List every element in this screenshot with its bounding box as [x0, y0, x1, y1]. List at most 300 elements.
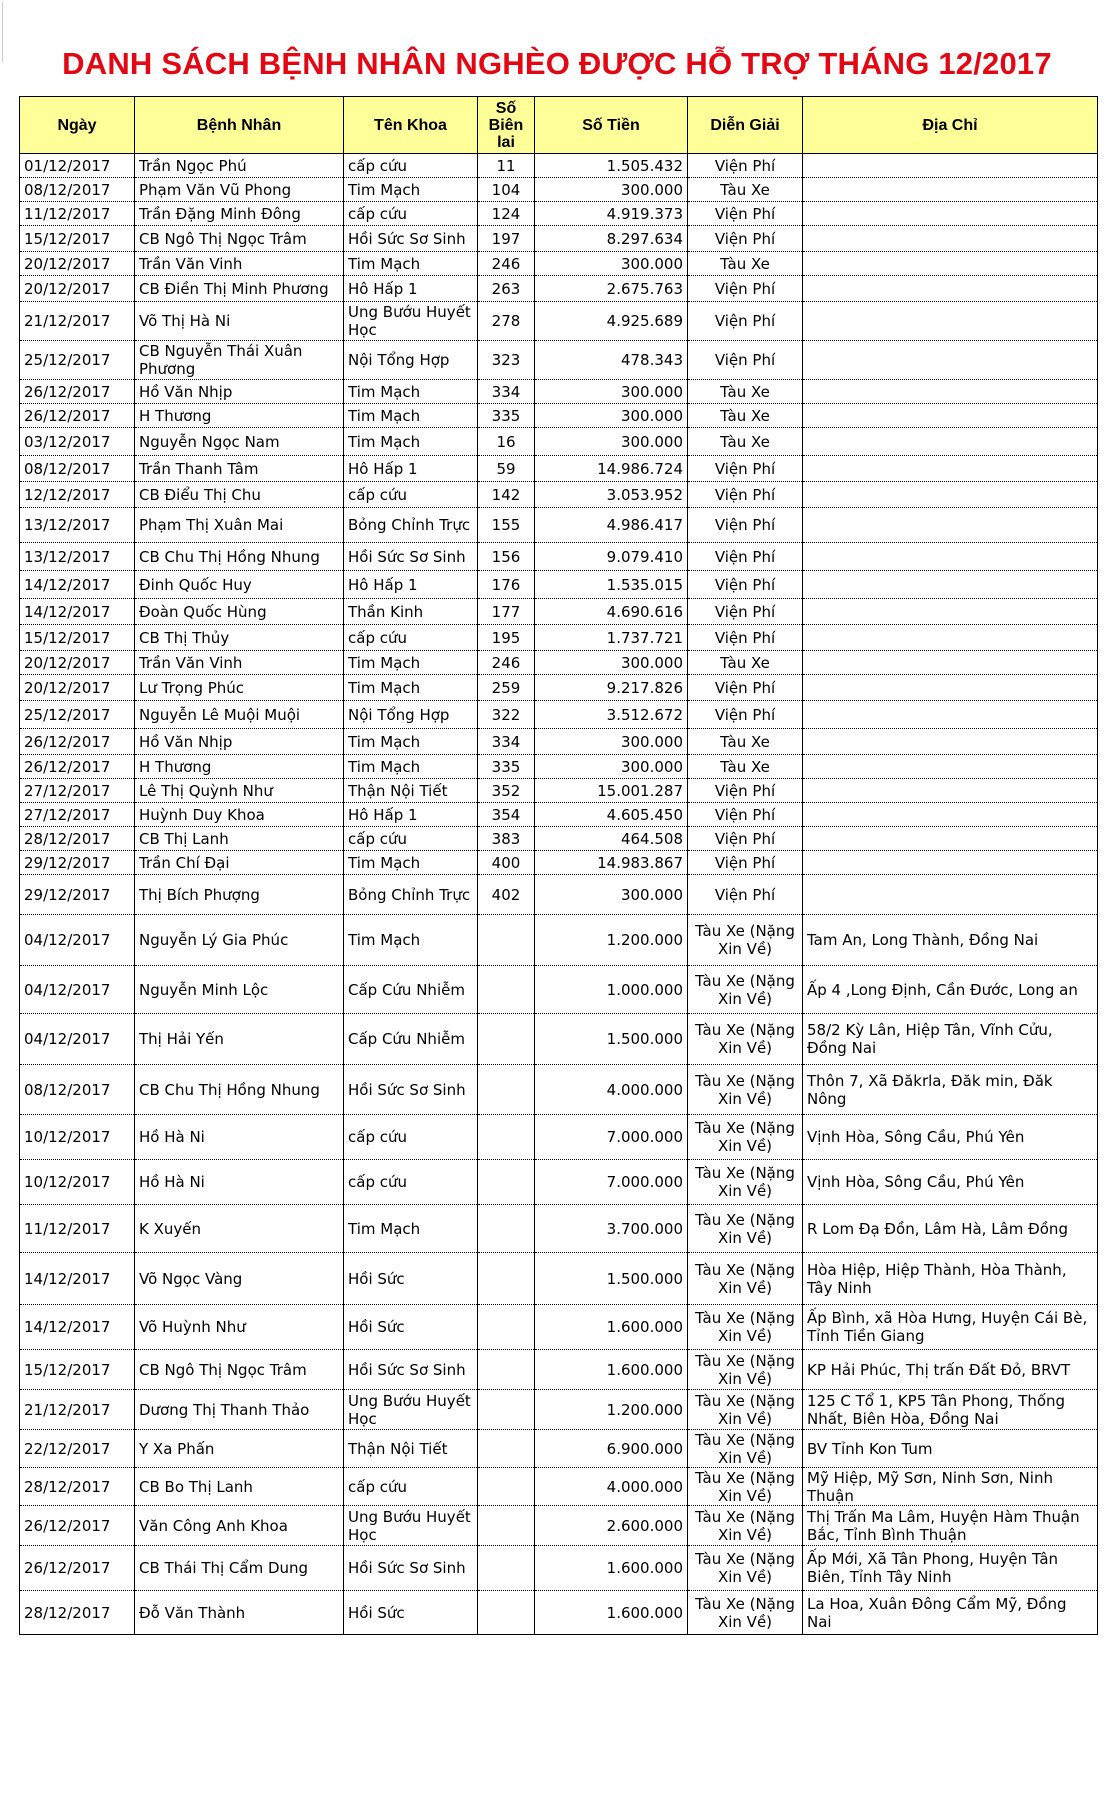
- cell-note: Viện Phí: [688, 827, 803, 851]
- cell-receipt: [478, 1065, 535, 1115]
- cell-patient: Hồ Hà Ni: [135, 1160, 344, 1205]
- cell-date: 28/12/2017: [20, 1468, 135, 1506]
- cell-patient: CB Chu Thị Hồng Nhung: [135, 543, 344, 571]
- cell-note: Tàu Xe: [688, 178, 803, 202]
- cell-patient: Hồ Văn Nhịp: [135, 729, 344, 755]
- cell-note: Tàu Xe: [688, 380, 803, 404]
- cell-patient: Lê Thị Quỳnh Như: [135, 779, 344, 803]
- cell-department: Ung Bướu Huyết Học: [344, 1390, 478, 1430]
- cell-department: Tim Mạch: [344, 729, 478, 755]
- cell-patient: Đinh Quốc Huy: [135, 571, 344, 599]
- cell-receipt: 334: [478, 729, 535, 755]
- cell-department: Hồi Sức: [344, 1253, 478, 1305]
- cell-amount: 300.000: [535, 252, 688, 276]
- header-note: Diễn Giải: [688, 97, 803, 154]
- cell-address: [803, 482, 1098, 508]
- cell-date: 14/12/2017: [20, 1305, 135, 1350]
- cell-note: Viện Phí: [688, 779, 803, 803]
- cell-receipt: [478, 966, 535, 1014]
- cell-patient: Trần Đặng Minh Đông: [135, 202, 344, 226]
- cell-patient: CB Ngô Thị Ngọc Trâm: [135, 226, 344, 252]
- table-row: [20, 915, 1098, 966]
- table-row: [20, 1506, 1098, 1546]
- cell-date: 01/12/2017: [20, 154, 135, 178]
- cell-patient: Đỗ Văn Thành: [135, 1591, 344, 1635]
- cell-receipt: [478, 1506, 535, 1546]
- cell-address: [803, 729, 1098, 755]
- table-row: [20, 1350, 1098, 1390]
- cell-amount: 1.500.000: [535, 1253, 688, 1305]
- cell-address: Thị Trấn Ma Lâm, Huyện Hàm Thuận Bắc, Tỉnh Bình Thuận: [803, 1506, 1098, 1546]
- cell-note: Viện Phí: [688, 571, 803, 599]
- cell-department: Hô Hấp 1: [344, 276, 478, 302]
- cell-address: La Hoa, Xuân Đông Cẩm Mỹ, Đồng Nai: [803, 1591, 1098, 1635]
- cell-patient: Trần Chí Đại: [135, 851, 344, 875]
- table-row: [20, 625, 1098, 651]
- cell-department: cấp cứu: [344, 154, 478, 178]
- cell-amount: 3.512.672: [535, 701, 688, 729]
- cell-receipt: 402: [478, 875, 535, 915]
- cell-amount: 2.600.000: [535, 1506, 688, 1546]
- cell-note: Viện Phí: [688, 543, 803, 571]
- cell-amount: 300.000: [535, 404, 688, 428]
- cell-department: Tim Mạch: [344, 651, 478, 675]
- cell-date: 20/12/2017: [20, 276, 135, 302]
- cell-receipt: 334: [478, 380, 535, 404]
- cell-receipt: [478, 1430, 535, 1468]
- cell-amount: 478.343: [535, 341, 688, 380]
- cell-receipt: [478, 1546, 535, 1591]
- cell-patient: Phạm Thị Xuân Mai: [135, 508, 344, 543]
- table-row: [20, 1115, 1098, 1160]
- cell-address: [803, 404, 1098, 428]
- cell-note: Viện Phí: [688, 675, 803, 701]
- cell-receipt: [478, 1390, 535, 1430]
- cell-department: Tim Mạch: [344, 915, 478, 966]
- cell-address: [803, 202, 1098, 226]
- cell-department: Cấp Cứu Nhiễm: [344, 966, 478, 1014]
- table-row: [20, 178, 1098, 202]
- table-row: [20, 252, 1098, 276]
- cell-note: Tàu Xe: [688, 404, 803, 428]
- cell-date: 11/12/2017: [20, 202, 135, 226]
- cell-address: [803, 827, 1098, 851]
- cell-amount: 300.000: [535, 380, 688, 404]
- cell-patient: CB Chu Thị Hồng Nhung: [135, 1065, 344, 1115]
- cell-receipt: 59: [478, 456, 535, 482]
- cell-address: Ấp Bình, xã Hòa Hưng, Huyện Cái Bè, Tỉnh Tiền Giang: [803, 1305, 1098, 1350]
- table-row: [20, 755, 1098, 779]
- cell-address: [803, 755, 1098, 779]
- table-row: [20, 1468, 1098, 1506]
- table-row: [20, 456, 1098, 482]
- cell-date: 20/12/2017: [20, 252, 135, 276]
- cell-receipt: [478, 1350, 535, 1390]
- table-row: [20, 202, 1098, 226]
- cell-address: BV Tỉnh Kon Tum: [803, 1430, 1098, 1468]
- cell-note: Viện Phí: [688, 154, 803, 178]
- cell-date: 03/12/2017: [20, 428, 135, 456]
- cell-amount: 300.000: [535, 729, 688, 755]
- cell-patient: H Thương: [135, 404, 344, 428]
- cell-amount: 7.000.000: [535, 1115, 688, 1160]
- cell-date: 25/12/2017: [20, 341, 135, 380]
- cell-address: KP Hải Phúc, Thị trấn Đất Đỏ, BRVT: [803, 1350, 1098, 1390]
- cell-note: Tàu Xe (Nặng Xin Về): [688, 1160, 803, 1205]
- cell-note: Viện Phí: [688, 276, 803, 302]
- cell-patient: Hồ Văn Nhịp: [135, 380, 344, 404]
- cell-amount: 1.737.721: [535, 625, 688, 651]
- cell-date: 04/12/2017: [20, 1014, 135, 1065]
- cell-date: 26/12/2017: [20, 380, 135, 404]
- cell-note: Tàu Xe: [688, 252, 803, 276]
- cell-date: 10/12/2017: [20, 1115, 135, 1160]
- cell-amount: 300.000: [535, 875, 688, 915]
- cell-receipt: 246: [478, 252, 535, 276]
- cell-address: [803, 341, 1098, 380]
- cell-note: Viện Phí: [688, 482, 803, 508]
- cell-address: [803, 154, 1098, 178]
- table-row: [20, 302, 1098, 341]
- cell-receipt: 335: [478, 404, 535, 428]
- cell-receipt: [478, 1253, 535, 1305]
- cell-amount: 464.508: [535, 827, 688, 851]
- page-title: DANH SÁCH BỆNH NHÂN NGHÈO ĐƯỢC HỖ TRỢ THÁNG 12/2017: [62, 46, 1052, 81]
- cell-amount: 14.986.724: [535, 456, 688, 482]
- cell-patient: Đoàn Quốc Hùng: [135, 599, 344, 625]
- cell-date: 20/12/2017: [20, 651, 135, 675]
- cell-patient: CB Điểu Thị Chu: [135, 482, 344, 508]
- cell-patient: CB Nguyễn Thái Xuân Phương: [135, 341, 344, 380]
- cell-note: Viện Phí: [688, 341, 803, 380]
- header-department: Tên Khoa: [344, 97, 478, 154]
- cell-date: 26/12/2017: [20, 729, 135, 755]
- patient-table: [19, 96, 1098, 1635]
- cell-address: [803, 543, 1098, 571]
- table-row: [20, 729, 1098, 755]
- cell-note: Viện Phí: [688, 599, 803, 625]
- cell-amount: 7.000.000: [535, 1160, 688, 1205]
- cell-address: 58/2 Kỳ Lân, Hiệp Tân, Vĩnh Cửu, Đồng Nai: [803, 1014, 1098, 1065]
- cell-department: cấp cứu: [344, 202, 478, 226]
- cell-department: Hồi Sức: [344, 1305, 478, 1350]
- cell-date: 27/12/2017: [20, 803, 135, 827]
- cell-note: Tàu Xe (Nặng Xin Về): [688, 1253, 803, 1305]
- table-row: [20, 341, 1098, 380]
- cell-address: [803, 875, 1098, 915]
- cell-patient: Trần Thanh Tâm: [135, 456, 344, 482]
- cell-department: Nội Tổng Hợp: [344, 341, 478, 380]
- cell-receipt: 352: [478, 779, 535, 803]
- cell-amount: 300.000: [535, 755, 688, 779]
- table-row: [20, 599, 1098, 625]
- cell-date: 08/12/2017: [20, 1065, 135, 1115]
- cell-amount: 4.690.616: [535, 599, 688, 625]
- cell-date: 13/12/2017: [20, 543, 135, 571]
- cell-address: [803, 508, 1098, 543]
- table-row: [20, 675, 1098, 701]
- table-row: [20, 276, 1098, 302]
- cell-patient: K Xuyến: [135, 1205, 344, 1253]
- cell-address: [803, 625, 1098, 651]
- cell-date: 12/12/2017: [20, 482, 135, 508]
- cell-address: [803, 675, 1098, 701]
- cell-department: Hồi Sức Sơ Sinh: [344, 1546, 478, 1591]
- table-row: [20, 1205, 1098, 1253]
- cell-department: Thần Kinh: [344, 599, 478, 625]
- cell-department: cấp cứu: [344, 1115, 478, 1160]
- cell-department: Hô Hấp 1: [344, 571, 478, 599]
- cell-note: Tàu Xe: [688, 729, 803, 755]
- cell-patient: Trần Văn Vinh: [135, 651, 344, 675]
- cell-receipt: [478, 1014, 535, 1065]
- cell-note: Tàu Xe (Nặng Xin Về): [688, 1546, 803, 1591]
- cell-receipt: 259: [478, 675, 535, 701]
- table-row: [20, 875, 1098, 915]
- cell-note: Tàu Xe (Nặng Xin Về): [688, 1390, 803, 1430]
- cell-amount: 1.600.000: [535, 1305, 688, 1350]
- cell-department: Tim Mạch: [344, 1205, 478, 1253]
- cell-note: Viện Phí: [688, 456, 803, 482]
- cell-amount: 300.000: [535, 178, 688, 202]
- cell-note: Tàu Xe (Nặng Xin Về): [688, 1350, 803, 1390]
- table-row: [20, 966, 1098, 1014]
- cell-note: Tàu Xe (Nặng Xin Về): [688, 1430, 803, 1468]
- cell-department: Cấp Cứu Nhiễm: [344, 1014, 478, 1065]
- cell-note: Viện Phí: [688, 875, 803, 915]
- cell-address: [803, 571, 1098, 599]
- cell-receipt: 156: [478, 543, 535, 571]
- cell-patient: Lư Trọng Phúc: [135, 675, 344, 701]
- cell-patient: Võ Huỳnh Như: [135, 1305, 344, 1350]
- cell-receipt: 335: [478, 755, 535, 779]
- cell-receipt: [478, 1160, 535, 1205]
- cell-amount: 14.983.867: [535, 851, 688, 875]
- cell-date: 04/12/2017: [20, 966, 135, 1014]
- table-row: [20, 803, 1098, 827]
- cell-department: Nội Tổng Hợp: [344, 701, 478, 729]
- cell-department: Thận Nội Tiết: [344, 779, 478, 803]
- cell-receipt: [478, 1591, 535, 1635]
- cell-patient: Thị Hải Yến: [135, 1014, 344, 1065]
- cell-date: 08/12/2017: [20, 178, 135, 202]
- cell-department: cấp cứu: [344, 827, 478, 851]
- cell-patient: Thị Bích Phượng: [135, 875, 344, 915]
- table-row: [20, 404, 1098, 428]
- table-row: [20, 154, 1098, 178]
- cell-patient: CB Bo Thị Lanh: [135, 1468, 344, 1506]
- cell-date: 29/12/2017: [20, 875, 135, 915]
- cell-amount: 1.000.000: [535, 966, 688, 1014]
- cell-receipt: 400: [478, 851, 535, 875]
- cell-amount: 4.000.000: [535, 1065, 688, 1115]
- cell-receipt: [478, 1115, 535, 1160]
- cell-receipt: 124: [478, 202, 535, 226]
- cell-receipt: [478, 1305, 535, 1350]
- cell-receipt: 354: [478, 803, 535, 827]
- cell-date: 13/12/2017: [20, 508, 135, 543]
- table-row: [20, 1430, 1098, 1468]
- cell-department: Ung Bướu Huyết Học: [344, 1506, 478, 1546]
- cell-date: 15/12/2017: [20, 1350, 135, 1390]
- table-row: [20, 508, 1098, 543]
- cell-date: 15/12/2017: [20, 625, 135, 651]
- cell-amount: 1.600.000: [535, 1350, 688, 1390]
- cell-patient: Dương Thị Thanh Thảo: [135, 1390, 344, 1430]
- cell-amount: 3.053.952: [535, 482, 688, 508]
- cell-receipt: 177: [478, 599, 535, 625]
- cell-amount: 1.600.000: [535, 1591, 688, 1635]
- cell-address: [803, 276, 1098, 302]
- cell-date: 28/12/2017: [20, 827, 135, 851]
- cell-address: [803, 851, 1098, 875]
- cell-amount: 4.605.450: [535, 803, 688, 827]
- cell-patient: CB Ngô Thị Ngọc Trâm: [135, 1350, 344, 1390]
- cell-patient: CB Điền Thị Minh Phương: [135, 276, 344, 302]
- cell-department: Tim Mạch: [344, 178, 478, 202]
- table-row: [20, 651, 1098, 675]
- cell-address: R Lom Đạ Đồn, Lâm Hà, Lâm Đồng: [803, 1205, 1098, 1253]
- cell-department: Tim Mạch: [344, 404, 478, 428]
- cell-note: Tàu Xe (Nặng Xin Về): [688, 1115, 803, 1160]
- cell-note: Tàu Xe (Nặng Xin Về): [688, 966, 803, 1014]
- table-row: [20, 701, 1098, 729]
- header-patient: Bệnh Nhân: [135, 97, 344, 154]
- cell-note: Tàu Xe: [688, 428, 803, 456]
- cell-receipt: 16: [478, 428, 535, 456]
- cell-address: Vịnh Hòa, Sông Cầu, Phú Yên: [803, 1160, 1098, 1205]
- cell-patient: Nguyễn Minh Lộc: [135, 966, 344, 1014]
- cell-patient: CB Thị Thủy: [135, 625, 344, 651]
- cell-amount: 1.500.000: [535, 1014, 688, 1065]
- cell-note: Tàu Xe (Nặng Xin Về): [688, 1506, 803, 1546]
- cell-address: [803, 226, 1098, 252]
- header-date: Ngày: [20, 97, 135, 154]
- cell-address: [803, 599, 1098, 625]
- cell-date: 08/12/2017: [20, 456, 135, 482]
- cell-patient: Nguyễn Lý Gia Phúc: [135, 915, 344, 966]
- cell-note: Tàu Xe (Nặng Xin Về): [688, 1468, 803, 1506]
- cell-patient: Trần Văn Vinh: [135, 252, 344, 276]
- cell-note: Viện Phí: [688, 226, 803, 252]
- cell-date: 26/12/2017: [20, 755, 135, 779]
- cell-patient: Huỳnh Duy Khoa: [135, 803, 344, 827]
- cell-receipt: 11: [478, 154, 535, 178]
- cell-note: Tàu Xe (Nặng Xin Về): [688, 1065, 803, 1115]
- cell-date: 04/12/2017: [20, 915, 135, 966]
- cell-date: 11/12/2017: [20, 1205, 135, 1253]
- cell-patient: Nguyễn Lê Muội Muội: [135, 701, 344, 729]
- cell-department: Hồi Sức Sơ Sinh: [344, 1065, 478, 1115]
- cell-department: cấp cứu: [344, 1468, 478, 1506]
- header-address: Địa Chỉ: [803, 97, 1098, 154]
- cell-date: 20/12/2017: [20, 675, 135, 701]
- cell-address: [803, 803, 1098, 827]
- cell-department: Tim Mạch: [344, 428, 478, 456]
- cell-amount: 9.217.826: [535, 675, 688, 701]
- cell-note: Viện Phí: [688, 701, 803, 729]
- cell-patient: CB Thị Lanh: [135, 827, 344, 851]
- cell-amount: 1.200.000: [535, 915, 688, 966]
- table-row: [20, 1546, 1098, 1591]
- cell-date: 14/12/2017: [20, 1253, 135, 1305]
- cell-receipt: 263: [478, 276, 535, 302]
- table-row: [20, 1065, 1098, 1115]
- cell-address: Vịnh Hòa, Sông Cầu, Phú Yên: [803, 1115, 1098, 1160]
- table-row: [20, 1390, 1098, 1430]
- cell-address: [803, 302, 1098, 341]
- cell-date: 21/12/2017: [20, 302, 135, 341]
- cell-note: Tàu Xe (Nặng Xin Về): [688, 1591, 803, 1635]
- cell-department: Tim Mạch: [344, 851, 478, 875]
- cell-patient: Võ Ngọc Vàng: [135, 1253, 344, 1305]
- cell-amount: 8.297.634: [535, 226, 688, 252]
- cell-patient: H Thương: [135, 755, 344, 779]
- cell-date: 26/12/2017: [20, 404, 135, 428]
- cell-receipt: [478, 1468, 535, 1506]
- cell-amount: 4.925.689: [535, 302, 688, 341]
- cell-amount: 4.919.373: [535, 202, 688, 226]
- cell-address: [803, 779, 1098, 803]
- cell-receipt: 195: [478, 625, 535, 651]
- cell-amount: 1.600.000: [535, 1546, 688, 1591]
- cell-note: Tàu Xe: [688, 755, 803, 779]
- cell-receipt: 246: [478, 651, 535, 675]
- table-row: [20, 428, 1098, 456]
- cell-address: [803, 456, 1098, 482]
- cell-department: Hô Hấp 1: [344, 803, 478, 827]
- cell-date: 26/12/2017: [20, 1506, 135, 1546]
- cell-note: Viện Phí: [688, 851, 803, 875]
- cell-amount: 9.079.410: [535, 543, 688, 571]
- cell-address: 125 C Tổ 1, KP5 Tân Phong, Thống Nhất, Biên Hòa, Đồng Nai: [803, 1390, 1098, 1430]
- cell-amount: 6.900.000: [535, 1430, 688, 1468]
- cell-note: Tàu Xe (Nặng Xin Về): [688, 1205, 803, 1253]
- cell-patient: Phạm Văn Vũ Phong: [135, 178, 344, 202]
- cell-receipt: 323: [478, 341, 535, 380]
- table-row: [20, 571, 1098, 599]
- cell-receipt: 278: [478, 302, 535, 341]
- header-amount: Số Tiền: [535, 97, 688, 154]
- cell-date: 14/12/2017: [20, 571, 135, 599]
- cell-amount: 1.200.000: [535, 1390, 688, 1430]
- cell-patient: CB Thái Thị Cẩm Dung: [135, 1546, 344, 1591]
- cell-receipt: [478, 915, 535, 966]
- header-receipt: Số Biên lai: [478, 97, 535, 154]
- cell-department: cấp cứu: [344, 1160, 478, 1205]
- cell-date: 29/12/2017: [20, 851, 135, 875]
- cell-receipt: 176: [478, 571, 535, 599]
- cell-department: Hồi Sức Sơ Sinh: [344, 1350, 478, 1390]
- cell-patient: Y Xa Phấn: [135, 1430, 344, 1468]
- cell-department: Hô Hấp 1: [344, 456, 478, 482]
- table-row: [20, 851, 1098, 875]
- table-row: [20, 1014, 1098, 1065]
- table-row: [20, 380, 1098, 404]
- cell-department: Bỏng Chỉnh Trực: [344, 875, 478, 915]
- cell-department: Tim Mạch: [344, 252, 478, 276]
- cell-note: Tàu Xe: [688, 651, 803, 675]
- cell-patient: Hồ Hà Ni: [135, 1115, 344, 1160]
- cell-address: [803, 428, 1098, 456]
- table-header-row: [20, 97, 1098, 154]
- cell-department: cấp cứu: [344, 482, 478, 508]
- table-row: [20, 1591, 1098, 1635]
- cell-receipt: 322: [478, 701, 535, 729]
- cell-date: 27/12/2017: [20, 779, 135, 803]
- cell-patient: Trần Ngọc Phú: [135, 154, 344, 178]
- cell-date: 28/12/2017: [20, 1591, 135, 1635]
